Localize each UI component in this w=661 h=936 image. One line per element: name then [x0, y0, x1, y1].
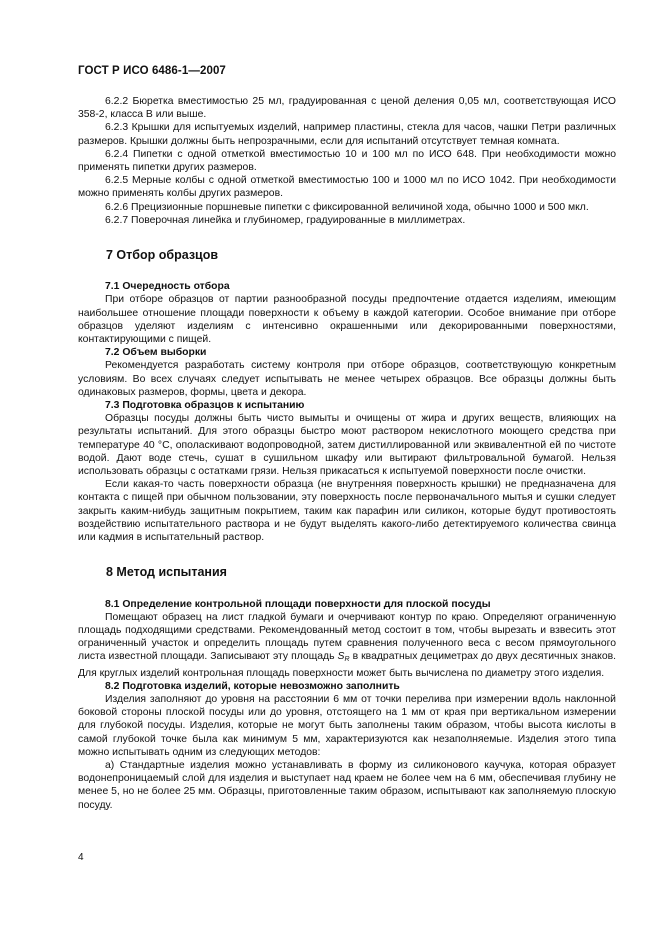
- subsection-8-2-item-a: а) Стандартные изделия можно устанавливать в форму из силиконового каучука, которая образует водонепроницаемый слой для изделия и выступает над краем не более чем на 6 мм, обеспечивая глубину не менее 5, но не более 25 мм. Образцы, приготовленные таким образом, испытывают как заполняемую плоскую посуду.: [78, 759, 616, 811]
- subsection-8-2-heading: 8.2 Подготовка изделий, которые невозможно заполнить: [105, 680, 400, 692]
- subsection-7-3-text-1: Образцы посуды должны быть чисто вымыты и очищены от жира и других веществ, влияющих на результаты испытаний. Для этого образцы быстро моют раствором некислотного моющего средства при температуре 40 °С, ополаскивают водопроводной, затем дистиллированной или эквивалентной ей по чистоте водой. Дают воде стечь, сушат в сушильном шкафу или вытирают фильтровальной бумагой. Нельзя использовать образцы с остатками грязи. Нельзя прикасаться к испытуемой поверхности после очистки.: [78, 413, 616, 478]
- subsection-7-2-heading: 7.2 Объем выборки: [105, 347, 207, 359]
- clause-6-2-5: 6.2.5 Мерные колбы с одной отметкой вместимостью 100 и 1000 мл по ИСО 1042. При необходимости можно применять колбы других размеров.: [78, 175, 616, 200]
- subsection-7-3-heading: 7.3 Подготовка образцов к испытанию: [105, 400, 305, 412]
- subsection-7-3-text-2: Если какая-то часть поверхности образца (не внутренняя поверхность крышки) не предназначена для контакта с пищей при обычном пользовании, эту поверхность после первоначального мытья и сушки следует закрыть каким-нибудь защитным покрытием, таким как парафин или силикон, которые будут противостоять воздействию испытательного раствора и не будут выделять какого-либо детектируемого количества свинца или кадмия в испытательный раствор.: [78, 479, 616, 544]
- subsection-7-2-text: Рекомендуется разработать систему контроля при отборе образцов, соответствующую конкретным условиям. Во всех случаях следует испытывать не менее четырех образцов. Все образцы должны быть одинаковых размеров, формы, цвета и декора.: [78, 360, 616, 398]
- subsection-7-1-text: При отборе образцов от партии разнообразной посуды предпочтение отдается изделиям, имеющим наибольшее отношение площади поверхности к объему в каждой категории. Особое внимание при отборе образцов уделяют изделиям с интенсивно окрашенными или декорированными поверхностями, контактирующими с пищей.: [78, 294, 616, 346]
- subsection-8-1-text-b: в квадратных дециметрах до двух десятичных знаков. Для круглых изделий контрольная площадь поверхности может быть вычислена по диаметру этого изделия.: [78, 651, 617, 679]
- area-symbol-subscript: R: [344, 656, 350, 664]
- area-symbol: S: [337, 651, 345, 663]
- section-7-heading: 7 Отбор образцов: [106, 248, 219, 263]
- page-number: 4: [78, 852, 84, 863]
- clause-6-2-6: 6.2.6 Прецизионные поршневые пипетки с фиксированной величиной хода, обычно 1000 и 500 мкл.: [105, 201, 589, 213]
- clause-6-2-7: 6.2.7 Поверочная линейка и глубиномер, градуированные в миллиметрах.: [105, 214, 466, 226]
- subsection-8-1-heading: 8.1 Определение контрольной площади поверхности для плоской посуды: [105, 598, 491, 610]
- document-body: [78, 95, 616, 812]
- subsection-8-1-text: [78, 611, 616, 680]
- clause-6-2-3: 6.2.3 Крышки для испытуемых изделий, например пластины, стекла для часов, чашки Петри различных размеров. Крышки должны быть непрозрачными, если для испытаний отсутствует темная комната.: [78, 122, 616, 147]
- section-8-heading: 8 Метод испытания: [106, 565, 227, 580]
- subsection-7-1-heading: 7.1 Очередность отбора: [105, 281, 230, 293]
- clause-6-2-2: 6.2.2 Бюретка вместимостью 25 мл, градуированная с ценой деления 0,05 мл, соответствующая ИСО 358-2, класса В или выше.: [78, 96, 616, 121]
- clause-6-2-4: 6.2.4 Пипетки с одной отметкой вместимостью 10 и 100 мл по ИСО 648. При необходимости можно применять пипетки других размеров.: [78, 148, 616, 174]
- subsection-8-1-text-a: Помещают образец на лист гладкой бумаги и очерчивают контур по краю. Определяют ограниченную площадь подходящими средствами. Рекомендованный метод состоит в том, чтобы вырезать и взвесить этот ограниченный участок и определить площадь путем сравнения полученного веса с весом прямоугольного листа известной площади. Записывают эту площадь: [78, 611, 616, 663]
- subsection-8-2-text: Изделия заполняют до уровня на расстоянии 6 мм от точки перелива при измерении вдоль наклонной боковой стороны плоской посуды или до уровня, отстоящего на 1 мм от края при вертикальном измерении для глубокой посуды. Изделия, которые не могут быть заполнены таким образом, чтобы высота кислоты в самой глубокой точке была как минимум 5 мм, характеризуются как незаполняемые. Изделия этого типа можно испытывать одним из следующих методов:: [78, 693, 616, 758]
- document-header: ГОСТ Р ИСО 6486-1—2007: [78, 65, 226, 77]
